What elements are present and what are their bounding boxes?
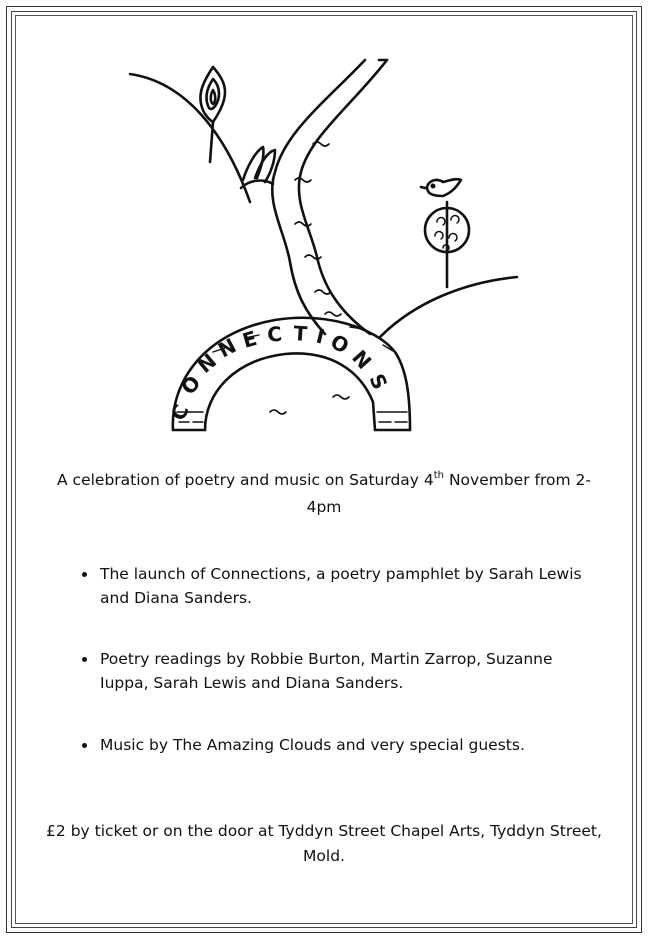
svg-text:C: C: [266, 321, 284, 347]
right-hill-line: [380, 277, 517, 337]
svg-text:N: N: [347, 345, 377, 374]
bird-on-tree-icon: [421, 179, 469, 287]
svg-text:E: E: [239, 325, 260, 353]
svg-text:N: N: [214, 333, 241, 363]
svg-text:O: O: [326, 329, 353, 359]
water-ripples: [270, 142, 349, 414]
list-item: • The launch of Connections, a poetry pamphlet by Sarah Lewis and Diana Sanders.: [98, 562, 598, 610]
intro-text-before: A celebration of poetry and music on Saturday 4: [57, 471, 434, 489]
left-hill-line: [130, 74, 250, 202]
list-item: • Music by The Amazing Clouds and very special guests.: [98, 733, 598, 757]
connections-illustration: [125, 52, 525, 437]
spiral-leaf-plant-icon: [200, 67, 225, 162]
svg-text:O: O: [176, 370, 206, 400]
svg-text:C: C: [165, 400, 194, 425]
svg-text:S: S: [364, 369, 393, 394]
intro-superscript: th: [433, 470, 445, 481]
event-highlights-list: [70, 562, 598, 794]
svg-text:N: N: [192, 348, 222, 378]
list-item: • Poetry readings by Robbie Burton, Martin Zarrop, Suzanne Iuppa, Sarah Lewis and Diana Sanders.: [98, 647, 598, 695]
event-intro: [40, 467, 608, 521]
connections-wordmark: [166, 321, 393, 424]
ticket-venue-info: £2 by ticket or on the door at Tyddyn Street Chapel Arts, Tyddyn Street, Mold.: [46, 822, 602, 865]
intro-text-after: November from 2- 4pm: [306, 471, 591, 516]
svg-text:I: I: [313, 323, 327, 349]
svg-text:T: T: [292, 321, 308, 346]
rabbit-icon: [241, 147, 275, 188]
